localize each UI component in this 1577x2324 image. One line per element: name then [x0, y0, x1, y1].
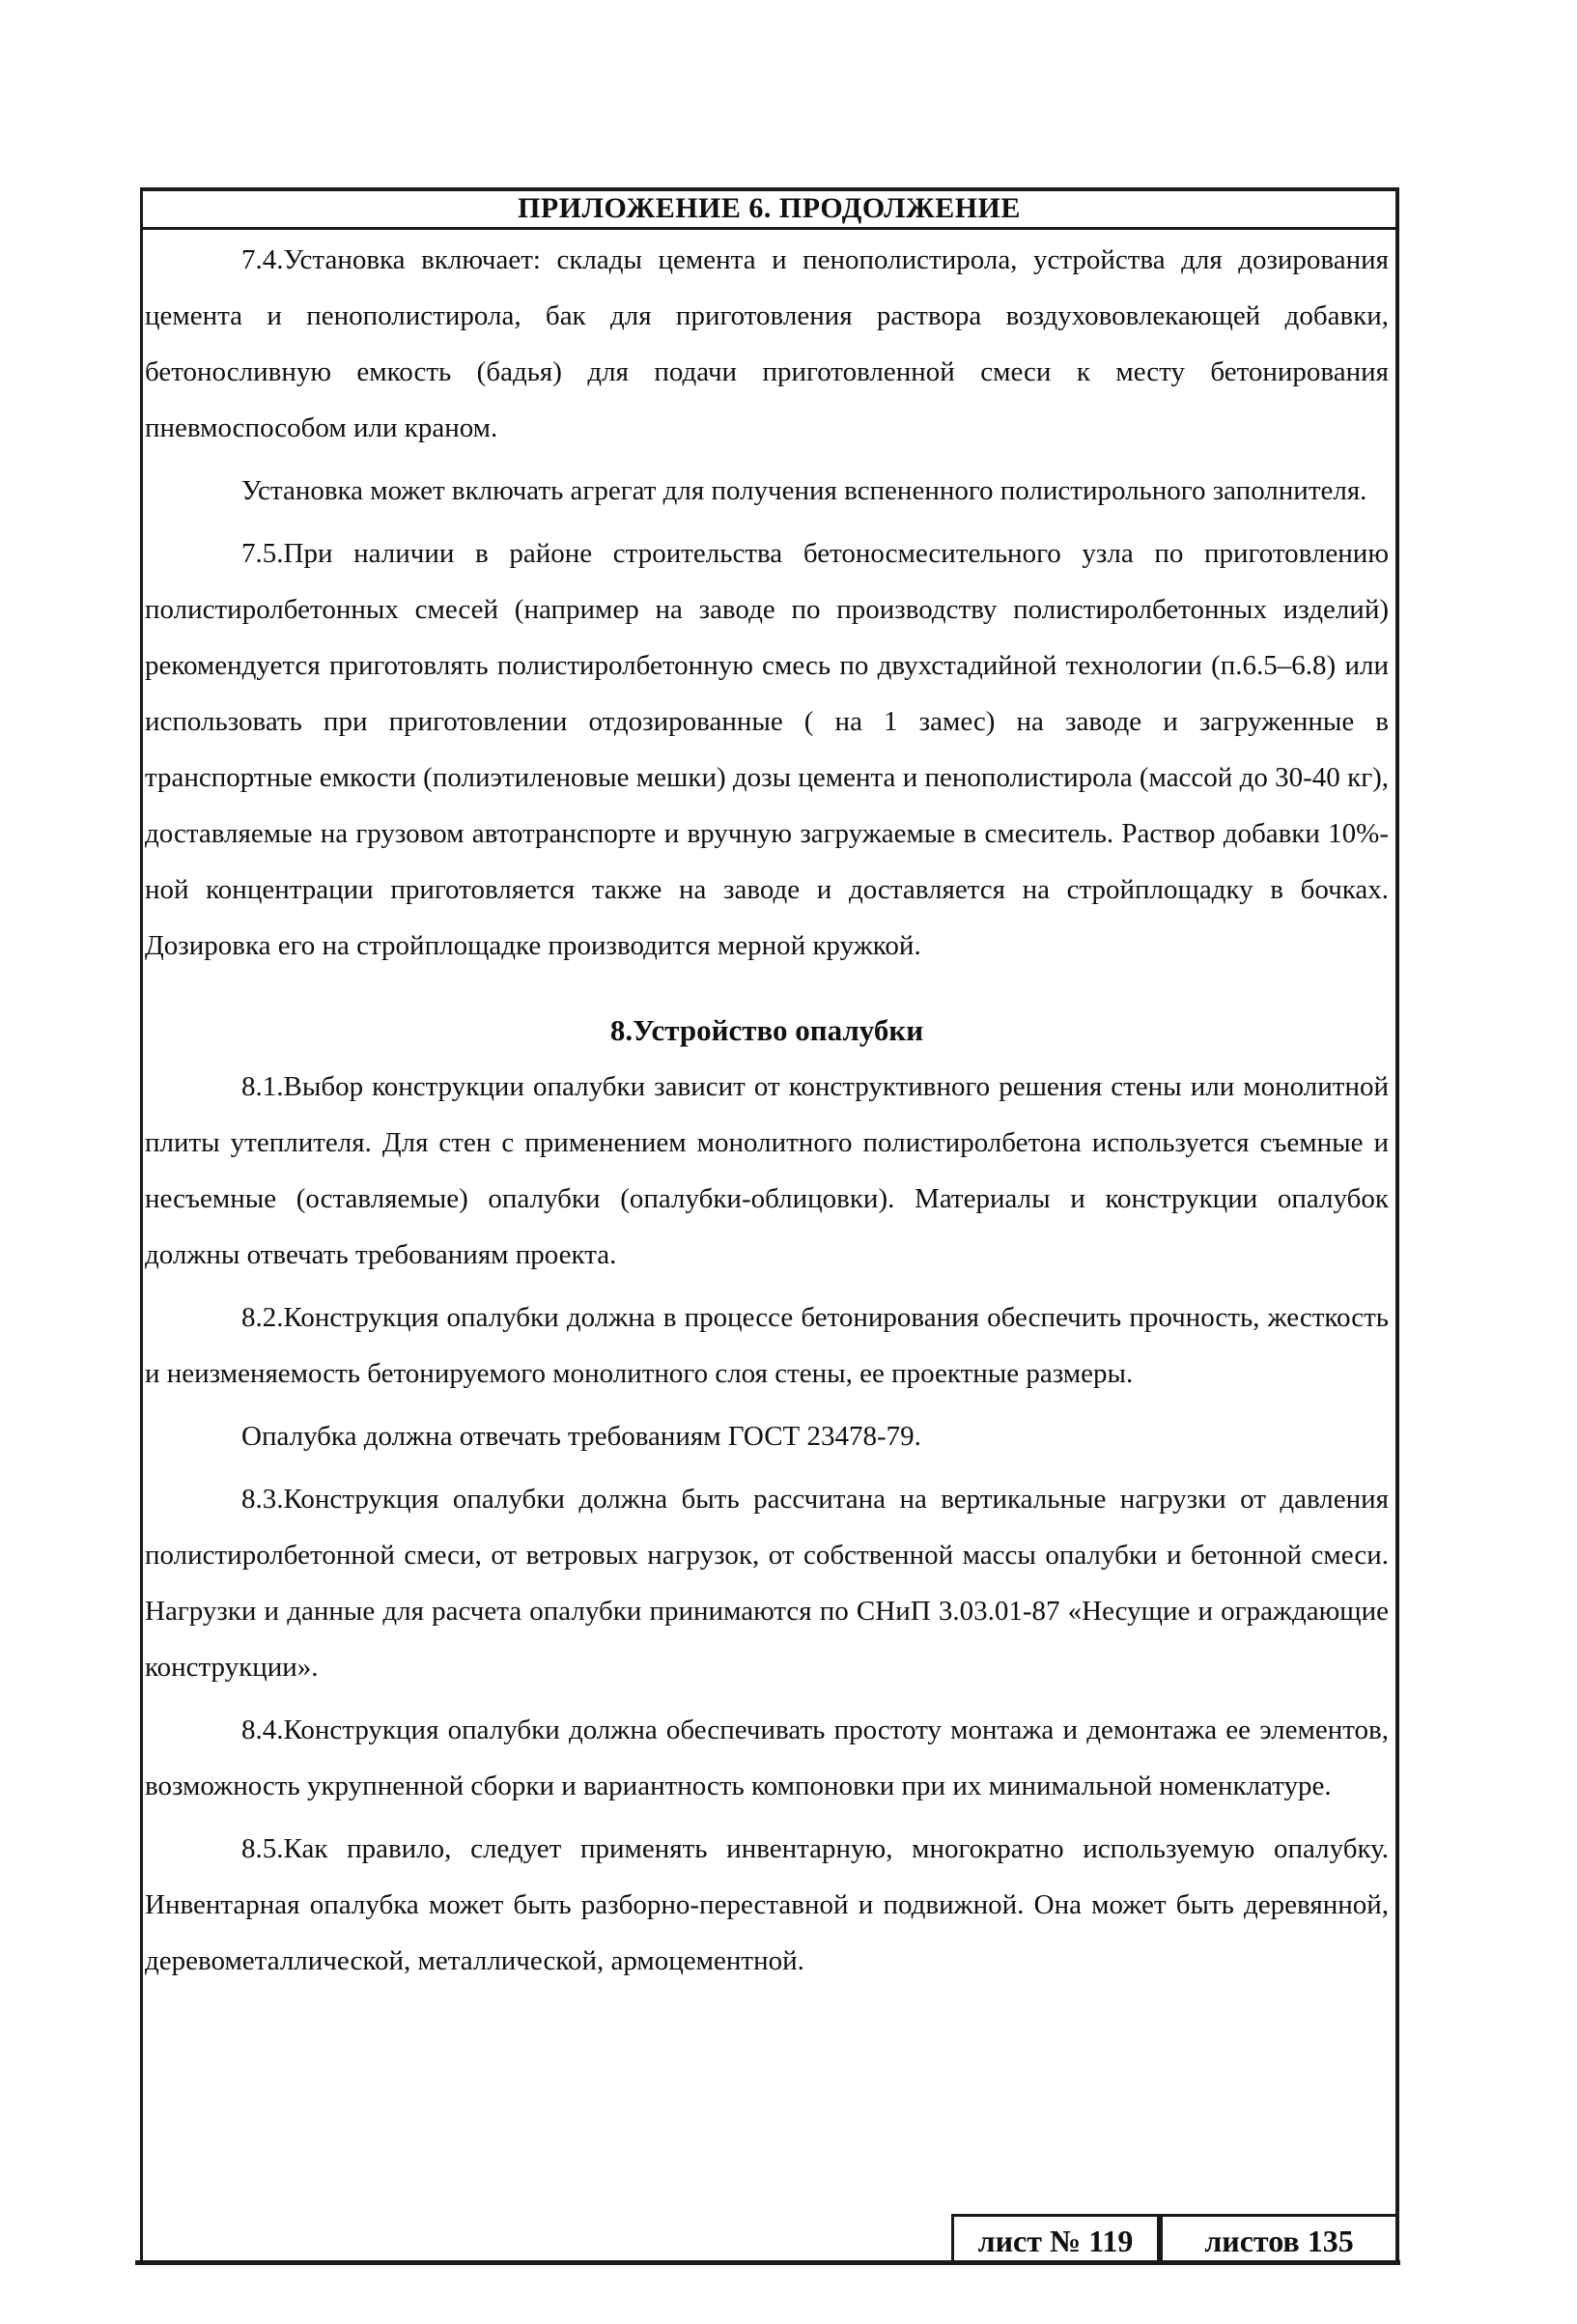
frame-right-border [1395, 187, 1399, 2264]
paragraph-8-1: 8.1.Выбор конструкции опалубки зависит от конструктивного решения стены или монолитной плиты утеплителя. Для стен с применением монолитного полистиролбетона используется съемные и несъемные (оставляемые) опалубки (опалубки-облицовки). Материалы и конструкции опалубок должны отвечать требованиям проекта. [145, 1071, 1389, 1270]
page-header: ПРИЛОЖЕНИЕ 6. ПРОДОЛЖЕНИЕ [518, 192, 1021, 224]
paragraph-7-5: 7.5.При наличии в районе строительства бетоносмесительного узла по приготовлению полистиролбетонных смесей (например на заводе по производству полистиролбетонных изделий) рекомендуется приготовлять полистиролбетонную смесь по двухстадийной технологии (п.6.5–6.8) или использовать при приготовлении отдозированные ( на 1 замес) на заводе и загруженные в транспортные емкости (полиэтиленовые мешки) дозы цемента и пенополистирола (массой до 30-40 кг), доставляемые на грузовом автотранспорте и вручную загружаемые в смеситель. Раствор добавки 10%-ной концентрации приготовляется также на заводе и доставляется на стройплощадку в бочках. Дозировка его на стройплощадке производится мерной кружкой. [145, 538, 1389, 961]
paragraph-8-5: 8.5.Как правило, следует применять инвентарную, многократно используемую опалубку. Инвентарная опалубка может быть разборно-переставной и подвижной. Она может быть деревянной, деревометаллической, металлической, армоцементной. [145, 1833, 1389, 1976]
paragraph-8-2: 8.2.Конструкция опалубки должна в процессе бетонирования обеспечить прочность, жесткость и неизменяемость бетонируемого монолитного слоя стены, ее проектные размеры. [145, 1302, 1389, 1389]
document-body [145, 232, 1389, 1989]
sheet-number-box: лист № 119 [951, 2214, 1160, 2265]
paragraph-8-4: 8.4.Конструкция опалубки должна обеспечивать простоту монтажа и демонтажа ее элементов, возможность укрупненной сборки и вариантность компоновки при их минимальной номенклатуре. [145, 1715, 1389, 1801]
sheet-total-box: листов 135 [1160, 2214, 1398, 2265]
paragraph-8-3: 8.3.Конструкция опалубки должна быть рассчитана на вертикальные нагрузки от давления полистиролбетонной смеси, от ветровых нагрузок, от собственной массы опалубки и бетонной смеси. Нагрузки и данные для расчета опалубки принимаются по СНиП 3.03.01-87 «Несущие и ограждающие конструкции». [145, 1484, 1389, 1683]
frame-left-border [140, 187, 143, 2264]
header-divider [140, 227, 1398, 230]
paragraph-gost-note: Опалубка должна отвечать требованиям ГОСТ 23478-79. [241, 1421, 921, 1452]
section-heading: 8.Устройство опалубки [609, 1013, 924, 1047]
paragraph-installation-note: Установка может включать агрегат для получения вспененного полистирольного заполнителя. [241, 475, 1367, 506]
paragraph-7-4: 7.4.Установка включает: склады цемента и пенополистирола, устройства для дозирования цемента и пенополистирола, бак для приготовления раствора воздухововлекающей добавки, бетоносливную емкость (бадья) для подачи приготовленной смеси к месту бетонирования пневмоспособом или краном. [145, 244, 1389, 443]
